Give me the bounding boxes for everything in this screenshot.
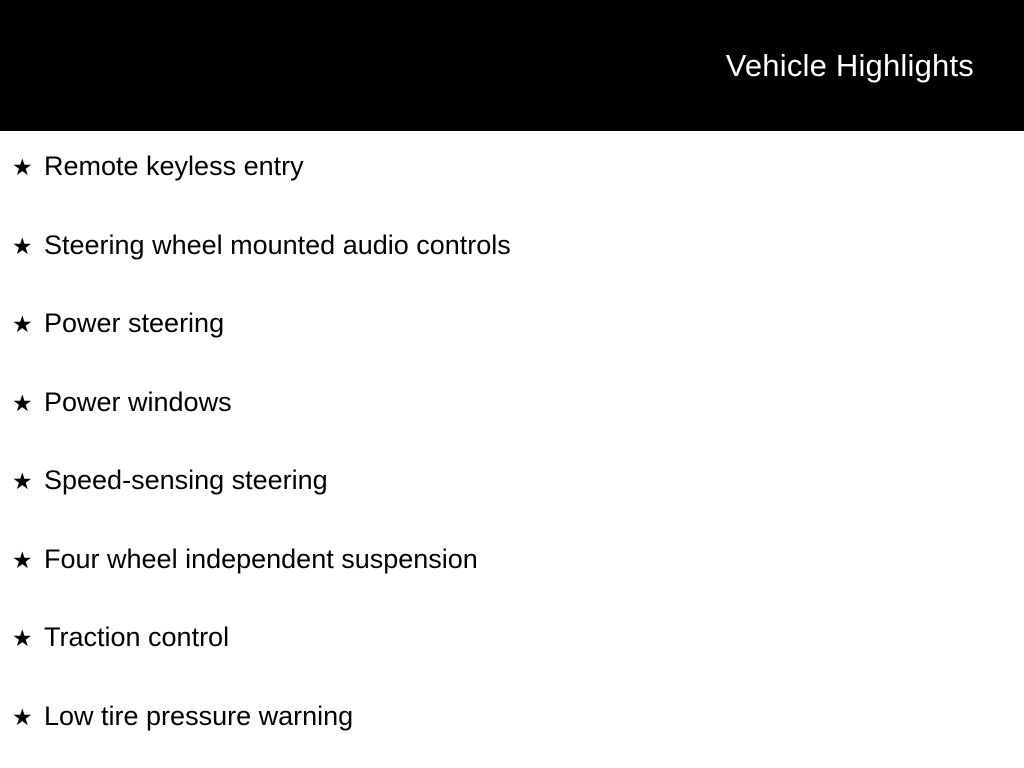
star-icon: ★ [12, 703, 33, 730]
page-title: Vehicle Highlights [725, 48, 974, 83]
list-item [0, 153, 1024, 232]
star-icon: ★ [12, 154, 33, 180]
feature-label: Traction control [44, 622, 230, 652]
feature-label: Low tire pressure warning [44, 700, 354, 731]
star-icon: ★ [12, 311, 33, 337]
feature-label: Power steering [44, 308, 225, 338]
star-icon: ★ [12, 389, 33, 416]
list-item [0, 700, 1024, 768]
feature-label: Steering wheel mounted audio controls [44, 229, 511, 260]
list-item [0, 624, 1024, 703]
star-icon: ★ [12, 546, 33, 573]
star-icon: ★ [12, 625, 33, 651]
header-bar [0, 0, 1024, 131]
list-item [0, 386, 1024, 468]
feature-label: Speed-sensing steering [44, 465, 328, 495]
feature-label: Power windows [44, 386, 232, 417]
star-icon: ★ [12, 232, 33, 259]
star-icon: ★ [12, 468, 33, 494]
list-item [0, 543, 1024, 625]
vehicle-features-list [0, 131, 1024, 768]
list-item [0, 310, 1024, 389]
list-item [0, 467, 1024, 546]
feature-label: Four wheel independent suspension [44, 543, 478, 574]
list-item [0, 229, 1024, 311]
feature-label: Remote keyless entry [44, 151, 304, 181]
